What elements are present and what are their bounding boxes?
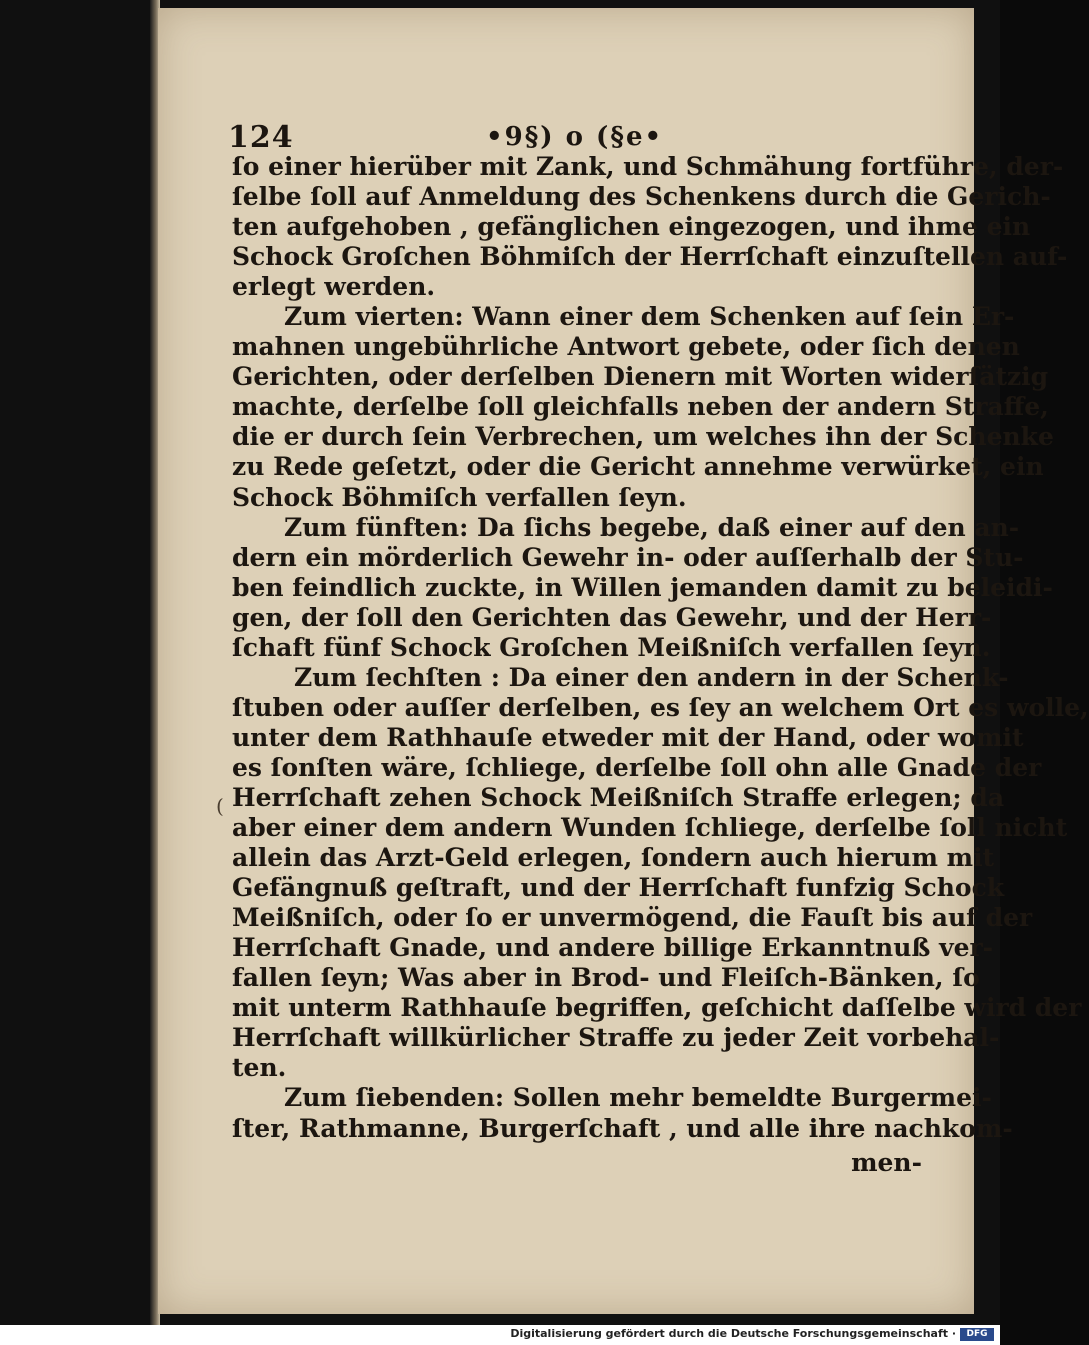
text-line: mit unterm Rathhauſe begriffen, geſchicht daſſelbe wird der <box>232 993 1082 1023</box>
text-line: ben feindlich zuckte, in Willen jemanden damit zu beleidi- <box>232 572 1053 602</box>
text-line: zu Rede geſetzt, oder die Gericht annehme verwürket, ein <box>232 452 1044 482</box>
text-line: ſelbe ſoll auf Anmeldung des Schenkens durch die Gerich- <box>232 182 1051 212</box>
paragraph-start-line: Zum fünften: Da ſichs begebe, daß einer auf den an- <box>284 512 1020 542</box>
text-line: es ſonſten wäre, ſchliege, derſelbe ſoll ohn alle Gnade der <box>232 752 1042 782</box>
body-text <box>232 152 1089 1144</box>
paragraph-start-line: Zum ſiebenden: Sollen mehr bemeldte Burgermei- <box>284 1083 992 1113</box>
funding-credit: Digitalisierung gefördert durch die Deutsche Forschungsgemeinschaft · <box>510 1327 956 1340</box>
paragraph-start-line: Zum ſechſten : Da einer den andern in der Schenk- <box>294 662 1009 692</box>
text-line: allein das Arzt-Geld erlegen, ſondern auch hierum mit <box>232 843 995 873</box>
text-line: ſtuben oder auſſer derſelben, es ſey an welchem Ort es wolle, <box>232 692 1089 722</box>
text-line: gen, der ſoll den Gerichten das Gewehr, und der Herr- <box>232 602 992 632</box>
text-line: fallen ſeyn; Was aber in Brod- und Fleiſch-Bänken, ſo <box>232 963 980 993</box>
text-line: erlegt werden. <box>232 272 436 302</box>
text-line: Schock Groſchen Böhmiſch der Herrſchaft einzuſtellen auf- <box>232 242 1068 272</box>
catchword: men- <box>851 1148 922 1177</box>
text-line: ſter, Rathmanne, Burgerſchaft , und alle ihre nachkom- <box>232 1113 1013 1143</box>
text-line: machte, derſelbe ſoll gleichfalls neben der andern Straffe, <box>232 392 1049 422</box>
text-line: ten aufgehoben , gefänglichen eingezogen, und ihme ein <box>232 212 1031 242</box>
paragraph-start-line: Zum vierten: Wann einer dem Schenken auf ſein Er- <box>284 302 1015 332</box>
text-line: unter dem Rathhauſe etweder mit der Hand, oder womit <box>232 722 1024 752</box>
dfg-logo: DFG <box>960 1328 994 1341</box>
text-line: aber einer dem andern Wunden ſchliege, derſelbe ſoll nicht <box>232 813 1068 843</box>
text-line: ten. <box>232 1053 287 1083</box>
text-line: dern ein mörderlich Gewehr in- oder auſſerhalb der Stu- <box>232 542 1024 572</box>
text-line: Gefängnuß geſtraft, und der Herrſchaft funfzig Schock <box>232 873 1005 903</box>
text-line: Meißniſch, oder ſo er unvermögend, die Fauſt bis auf der <box>232 903 1033 933</box>
text-line: Herrſchaft Gnade, und andere billige Erkanntnuß ver- <box>232 933 994 963</box>
text-line: ſchaft fünf Schock Groſchen Meißniſch verfallen ſeyn. <box>232 632 991 662</box>
text-line: Schock Böhmiſch verfallen ſeyn. <box>232 482 687 512</box>
text-line: mahnen ungebührliche Antwort gebete, oder ſich denen <box>232 332 1020 362</box>
text-line: ſo einer hierüber mit Zank, und Schmähung fortführe, der- <box>232 152 1064 181</box>
text-line: die er durch ſein Verbrechen, um welches ihn der Schenke <box>232 422 1054 452</box>
text-line: Herrſchaft zehen Schock Meißniſch Straffe erlegen; da <box>232 782 1005 812</box>
text-line: Gerichten, oder derſelben Dienern mit Worten widerſätzig <box>232 362 1049 392</box>
text-line: Herrſchaft willkürlicher Straffe zu jeder Zeit vorbehal- <box>232 1023 1000 1053</box>
margin-mark: ( <box>216 794 224 818</box>
header-ornament: •9§) o (§e• <box>486 122 664 152</box>
page-header <box>228 120 928 156</box>
footer-bar <box>0 1325 1000 1345</box>
page-number: 124 <box>228 120 294 155</box>
